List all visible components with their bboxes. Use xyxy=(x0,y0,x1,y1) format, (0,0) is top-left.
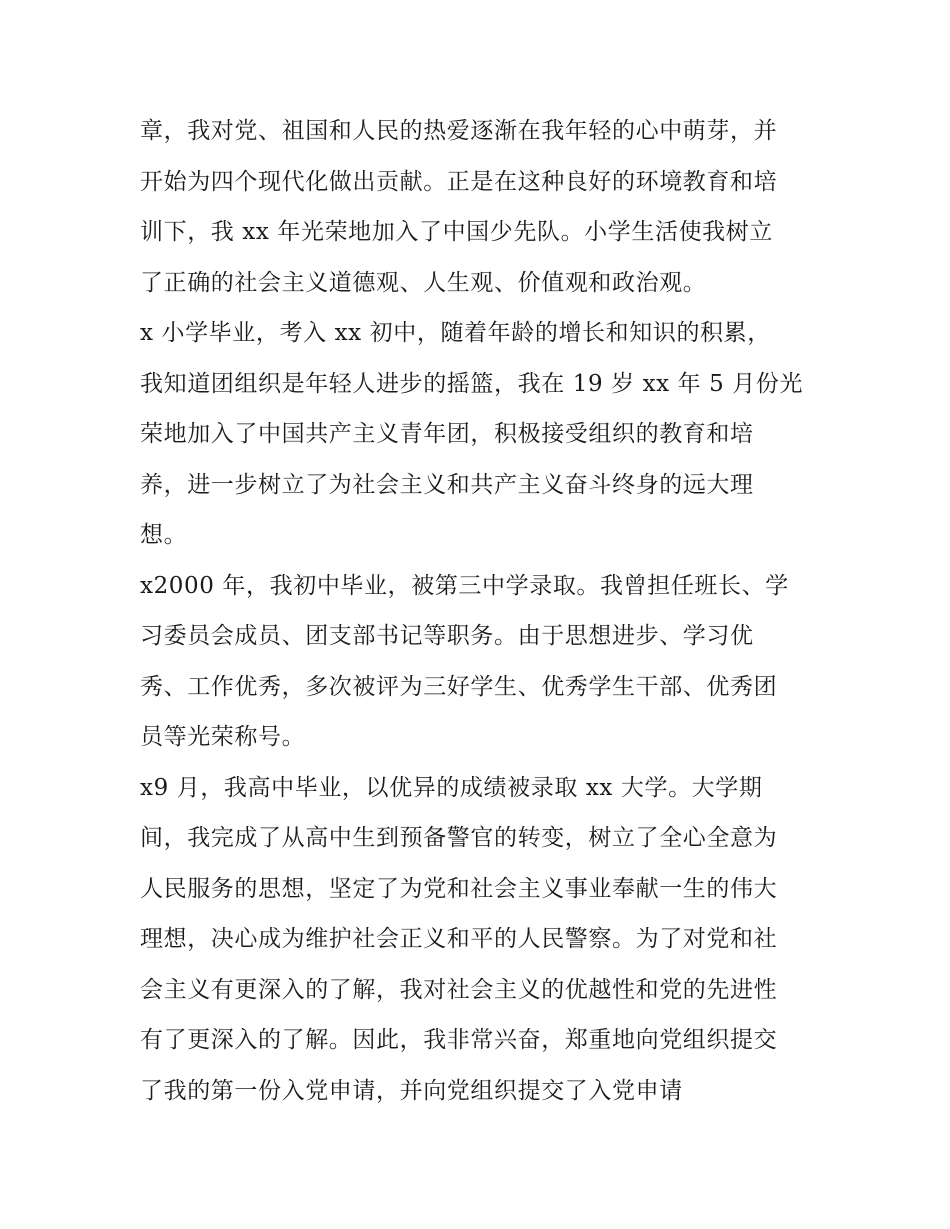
text-line: 会主义有更深入的了解，我对社会主义的优越性和党的先进性 xyxy=(140,976,778,1003)
text-line: 养，进一步树立了为社会主义和共产主义奋斗终身的远大理 xyxy=(140,471,754,498)
text-line: 间，我完成了从高中生到预备警官的转变，树立了全心全意为 xyxy=(140,825,778,851)
text-line: 了我的第一份入党申请，并向党组织提交了入党申请 xyxy=(140,1077,683,1104)
document-body xyxy=(140,106,820,1116)
text-line: 章，我对党、祖国和人民的热爱逐渐在我年轻的心中萌芽，并 xyxy=(140,118,778,144)
text-line: x 小学毕业，考入 xx 初中，随着年龄的增长和知识的积累， xyxy=(140,320,771,346)
text-line: 荣地加入了中国共产主义青年团，积极接受组织的教育和培 xyxy=(140,421,754,447)
text-line: 有了更深入的了解。因此，我非常兴奋，郑重地向党组织提交 xyxy=(140,1027,778,1053)
text-line: 训下，我 xx 年光荣地加入了中国少先队。小学生活使我树立 xyxy=(140,219,773,245)
text-line: 想。 xyxy=(140,522,188,548)
text-line: 开始为四个现代化做出贡献。正是在这种良好的环境教育和培 xyxy=(140,168,778,195)
text-line: x9 月，我高中毕业，以优异的成绩被录取 xx 大学。大学期 xyxy=(140,774,763,801)
text-line: 我知道团组织是年轻人进步的摇篮，我在 19 岁 xx 年 5 月份光 xyxy=(140,370,804,397)
text-line: x2000 年，我初中毕业，被第三中学录取。我曾担任班长、学 xyxy=(140,572,789,599)
text-line: 了正确的社会主义道德观、人生观、价值观和政治观。 xyxy=(140,269,707,296)
text-line: 理想，决心成为维护社会正义和平的人民警察。为了对党和社 xyxy=(140,926,778,952)
text-line: 人民服务的思想，坚定了为党和社会主义事业奉献一生的伟大 xyxy=(140,875,778,902)
text-line: 员等光荣称号。 xyxy=(140,724,306,750)
text-line: 习委员会成员、团支部书记等职务。由于思想进步、学习优 xyxy=(140,623,754,649)
text-line: 秀、工作优秀，多次被评为三好学生、优秀学生干部、优秀团 xyxy=(140,673,778,700)
